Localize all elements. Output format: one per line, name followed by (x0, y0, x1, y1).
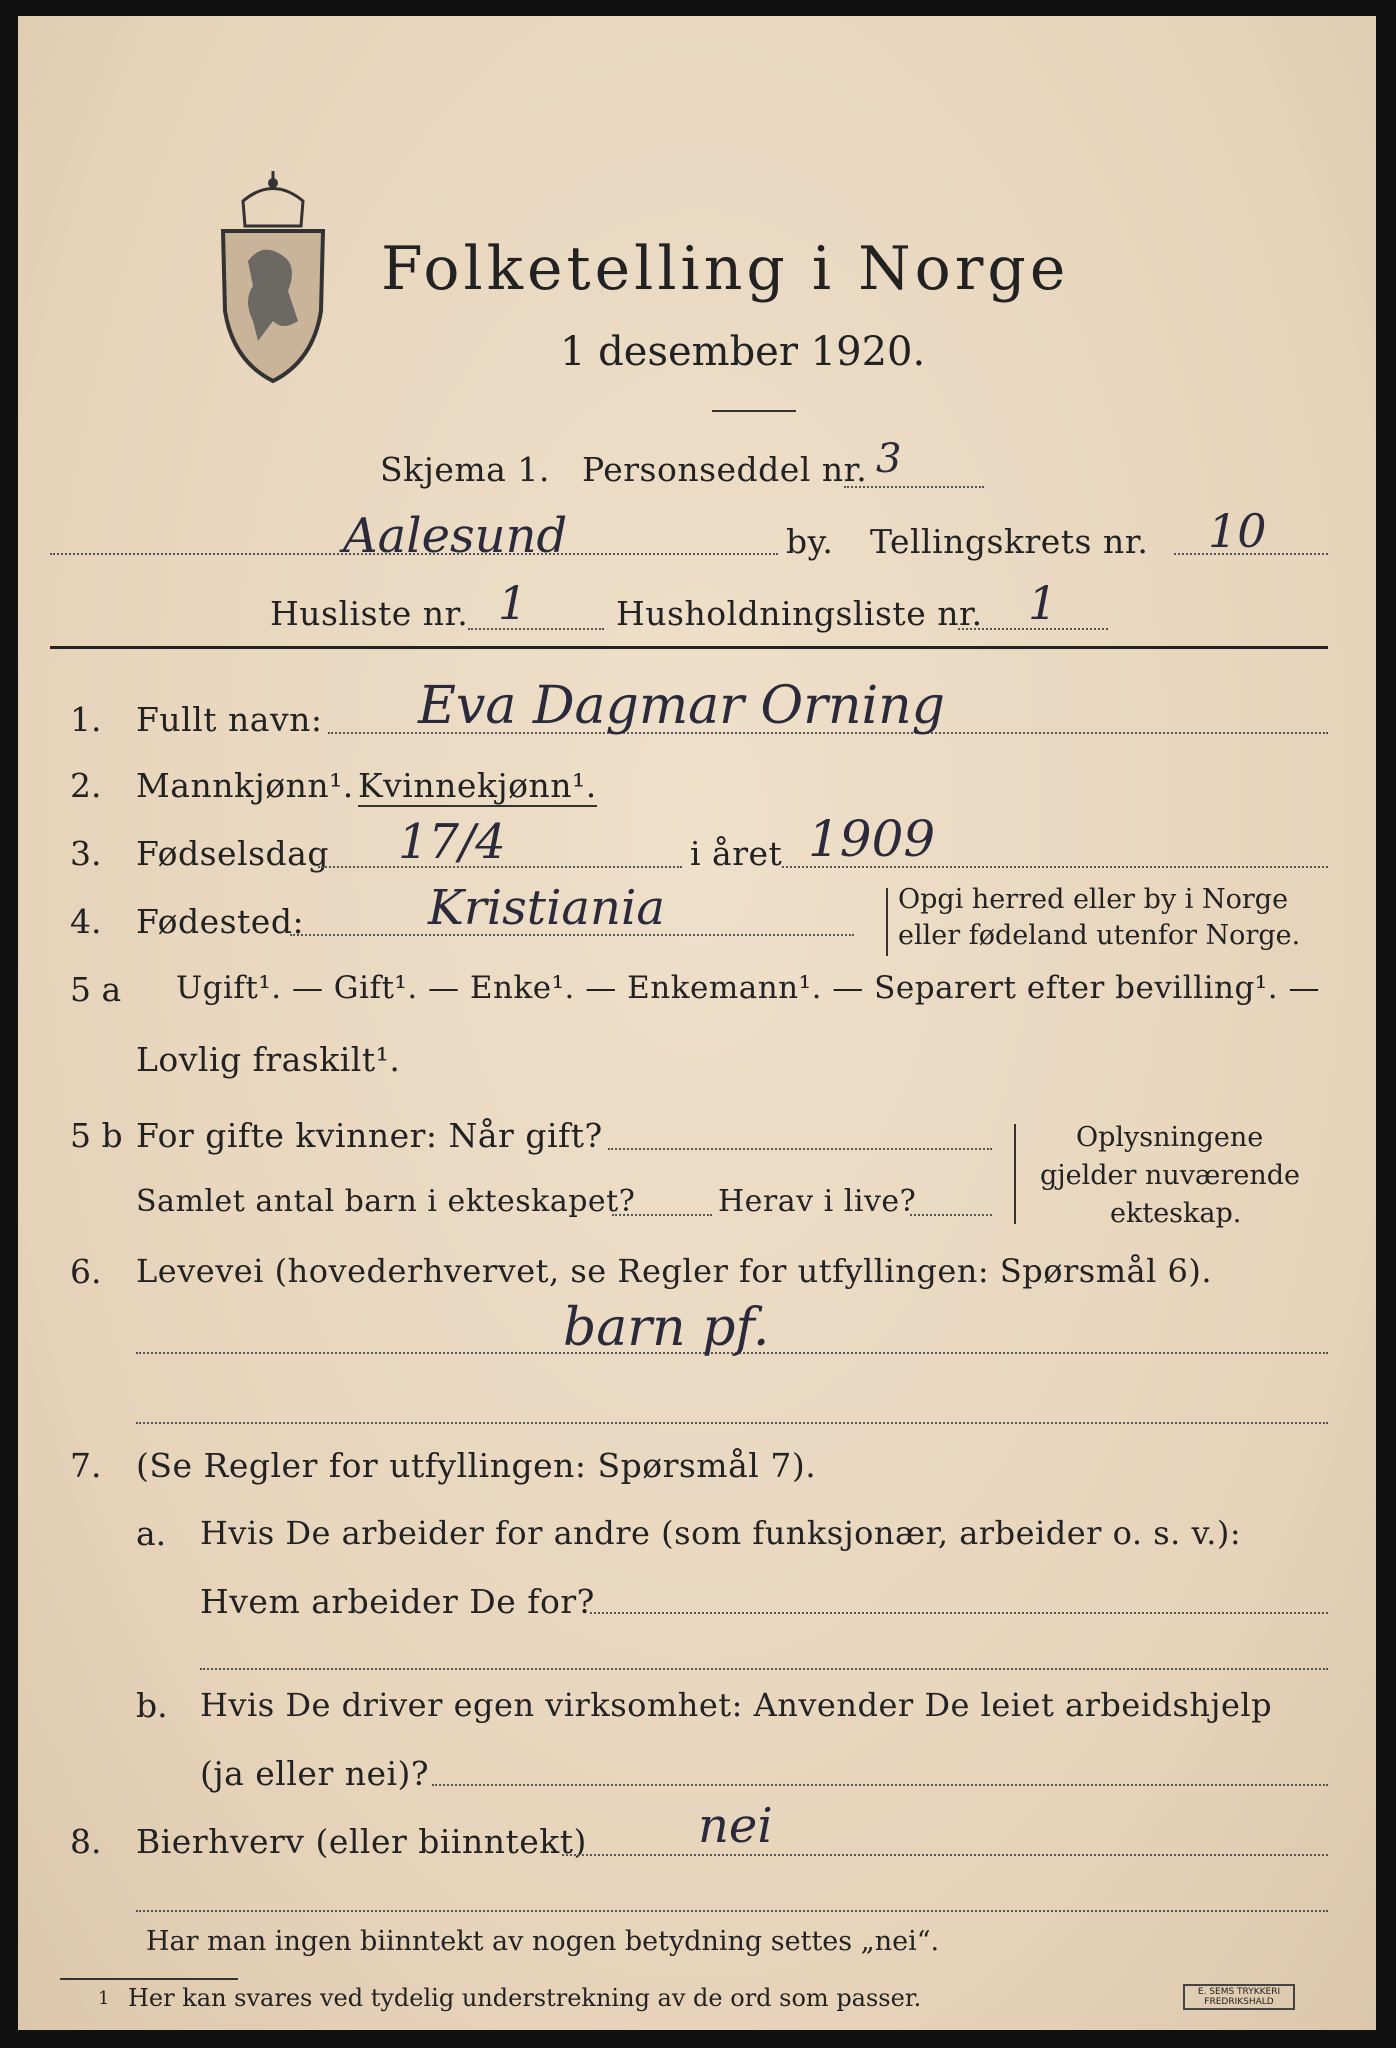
census-form (18, 16, 1376, 2030)
q4-value[interactable]: Kristiania (428, 880, 665, 936)
printer-stamp: E. SEMS TRYKKERI FREDRIKSHALD (1183, 1984, 1295, 2010)
husholdning-value[interactable]: 1 (1028, 576, 1058, 630)
q4-number: 4. (70, 902, 102, 941)
q7b-letter: b. (136, 1686, 168, 1725)
tellingskrets-value[interactable]: 10 (1208, 504, 1267, 558)
city-value[interactable]: Aalesund (343, 508, 568, 564)
q5b-married-line (608, 1148, 992, 1150)
personseddel-label: Personseddel nr. (582, 450, 868, 489)
q2-male-option[interactable]: Mannkjønn¹. (136, 766, 354, 805)
q5b-note3: ekteskap. (1110, 1198, 1242, 1229)
q3-label: Fødselsdag (136, 834, 329, 873)
husliste-label: Husliste nr. (270, 594, 469, 633)
q6-value[interactable]: barn pf. (563, 1298, 770, 1358)
footnote-mark: 1 (98, 1988, 110, 2009)
q1-label: Fullt navn: (136, 700, 323, 739)
q5b-children: Samlet antal barn i ekteskapet? (136, 1184, 636, 1219)
census-date: 1 desember 1920. (560, 329, 926, 375)
q3-year-label: i året (690, 834, 783, 873)
form-title: Folketelling i Norge (381, 234, 1070, 304)
q6-number: 6. (70, 1252, 102, 1291)
husliste-line (468, 628, 604, 630)
q5b-children-line (612, 1214, 712, 1216)
q4-label: Fødested: (136, 902, 305, 941)
q1-number: 1. (70, 700, 102, 739)
q7a-line1: Hvis De arbeider for andre (som funksjonær, arbeider o. s. v.): (200, 1514, 1242, 1552)
q7a-line-2 (200, 1668, 1328, 1670)
q7a-letter: a. (136, 1514, 167, 1553)
coat-of-arms-icon (213, 171, 333, 391)
q6-line-2 (136, 1422, 1328, 1424)
q5b-alive: Herav i live? (718, 1184, 917, 1219)
schema-label: Skjema 1. (380, 450, 550, 489)
q7-number: 7. (70, 1446, 102, 1485)
q3-value[interactable]: 17/4 (398, 814, 506, 870)
q7b-line2: (ja eller nei)? (200, 1754, 430, 1793)
personseddel-value[interactable]: 3 (876, 436, 902, 482)
q8-line (562, 1854, 1328, 1856)
q5b-note-brace (1014, 1124, 1016, 1224)
personseddel-line (844, 486, 984, 488)
q8-label: Bierhverv (eller biinntekt) (136, 1822, 587, 1861)
q5b-alive-line (910, 1214, 992, 1216)
q6-label: Levevei (hovederhvervet, se Regler for utfyllingen: Spørsmål 6). (136, 1252, 1213, 1290)
q5b-note2: gjelder nuværende (1040, 1160, 1300, 1191)
q3-number: 3. (70, 834, 102, 873)
q8-note: Har man ingen biinntekt av nogen betydning settes „nei“. (146, 1926, 940, 1957)
q1-value[interactable]: Eva Dagmar Orning (418, 676, 945, 736)
q7-label: (Se Regler for utfyllingen: Spørsmål 7). (136, 1446, 817, 1485)
header-rule (50, 646, 1328, 649)
husholdning-label: Husholdningsliste nr. (616, 594, 983, 633)
tellingskrets-label: Tellingskrets nr. (870, 522, 1149, 561)
q5a-options[interactable]: Ugift¹. — Gift¹. — Enke¹. — Enkemann¹. — Separert efter bevilling¹. — (176, 970, 1320, 1006)
q7a-line2: Hvem arbeider De for? (200, 1582, 595, 1621)
q2-number: 2. (70, 766, 102, 805)
q7b-line1: Hvis De driver egen virksomhet: Anvender De leiet arbeidshjelp (200, 1686, 1273, 1724)
q8-number: 8. (70, 1822, 102, 1861)
q4-note-brace (886, 888, 888, 956)
footnote-rule (60, 1978, 238, 1980)
q2-female-option-underlined[interactable]: Kvinnekjønn¹. (358, 766, 597, 805)
by-label: by. (786, 522, 834, 561)
footnote-text: Her kan svares ved tydelig understrekning av de ord som passer. (128, 1984, 922, 2012)
q8-line-2 (136, 1910, 1328, 1912)
q5b-note1: Oplysningene (1076, 1122, 1264, 1153)
q7b-line (432, 1784, 1328, 1786)
q5b-married-when: For gifte kvinner: Når gift? (136, 1116, 603, 1155)
q8-value[interactable]: nei (698, 1798, 773, 1854)
title-divider (712, 410, 796, 412)
q5a-number: 5 a (70, 970, 122, 1009)
husliste-value[interactable]: 1 (498, 576, 528, 630)
q5a-options-cont[interactable]: Lovlig fraskilt¹. (136, 1040, 401, 1079)
q7a-line (590, 1612, 1328, 1614)
q3-year-value[interactable]: 1909 (808, 810, 936, 868)
q4-note-line1: Opgi herred eller by i Norge (898, 884, 1289, 915)
q4-note-line2: eller fødeland utenfor Norge. (898, 920, 1301, 951)
q5b-number: 5 b (70, 1116, 123, 1155)
